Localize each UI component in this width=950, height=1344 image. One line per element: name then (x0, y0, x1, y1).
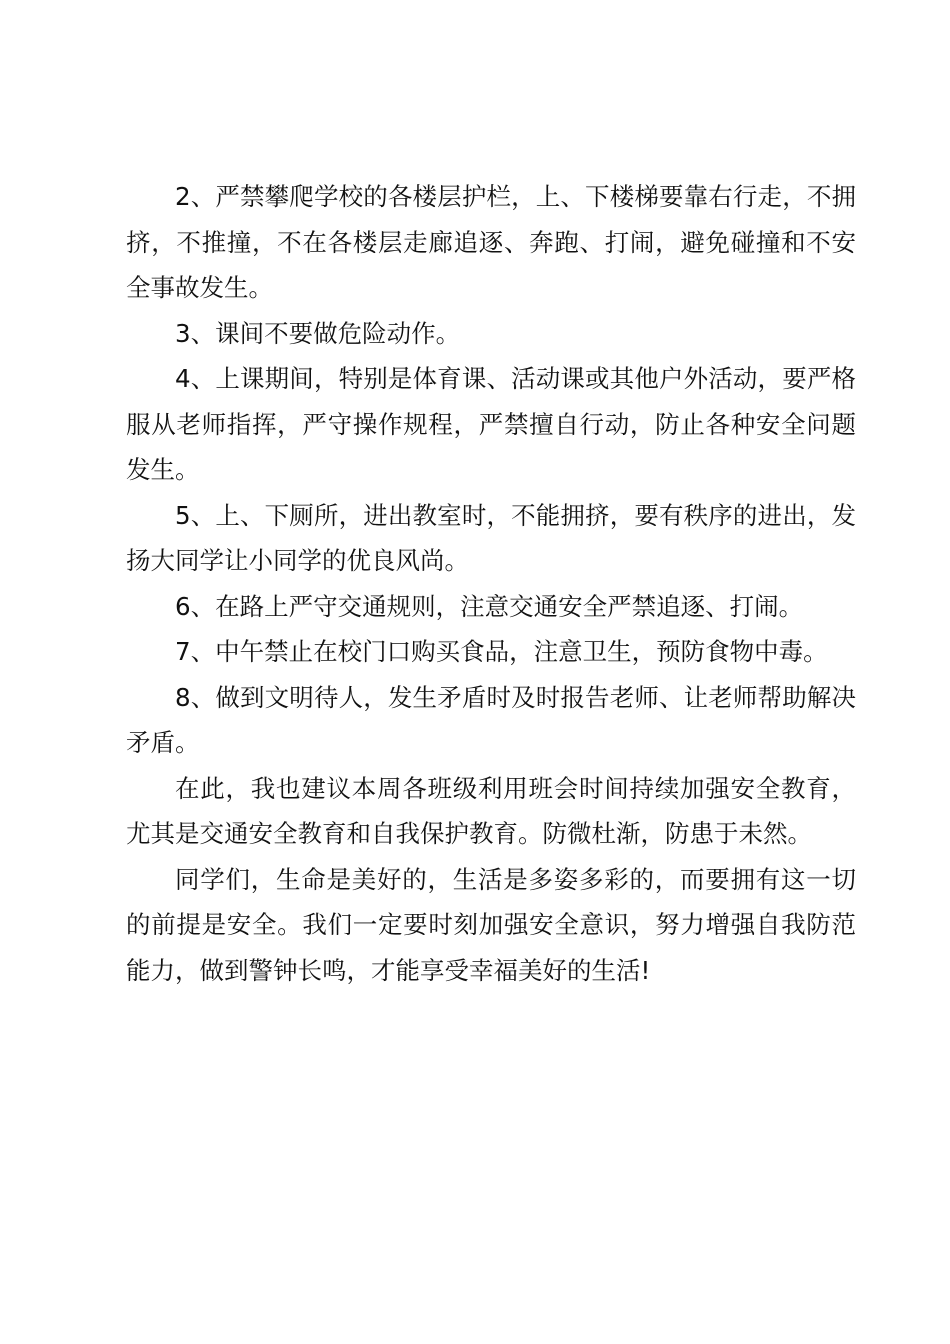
paragraph-rule-3: 3、课间不要做危险动作。 (175, 318, 461, 348)
paragraph-rule-7: 7、中午禁止在校门口购买食品，注意卫生，预防食物中毒。 (175, 637, 828, 666)
paragraph-rule-6: 6、在路上严守交通规则，注意交通安全严禁追逐、打闹。 (175, 591, 804, 621)
paragraph-suggestion: 在此，我也建议本周各班级利用班会时间持续加强安全教育，尤其是交通安全教育和自我保护教育。防微杜渐，防患于未然。 (126, 773, 856, 848)
paragraph-closing: 同学们，生命是美好的，生活是多姿多彩的，而要拥有这一切的前提是安全。我们一定要时刻加强安全意识，努力增强自我防范能力，做到警钟长鸣，才能享受幸福美好的生活! (126, 864, 856, 985)
paragraph-rule-2: 2、严禁攀爬学校的各楼层护栏，上、下楼梯要靠右行走，不拥挤，不推撞，不在各楼层走廊追逐、奔跑、打闹，避免碰撞和不安全事故发生。 (126, 182, 856, 302)
document-body (126, 174, 856, 993)
paragraph-rule-5: 5、上、下厕所，进出教室时，不能拥挤，要有秩序的进出，发扬大同学让小同学的优良风尚。 (126, 500, 856, 575)
paragraph-rule-8: 8、做到文明待人，发生矛盾时及时报告老师、让老师帮助解决矛盾。 (126, 682, 856, 757)
paragraph-rule-4: 4、上课期间，特别是体育课、活动课或其他户外活动，要严格服从老师指挥，严守操作规程，严禁擅自行动，防止各种安全问题发生。 (126, 364, 856, 484)
